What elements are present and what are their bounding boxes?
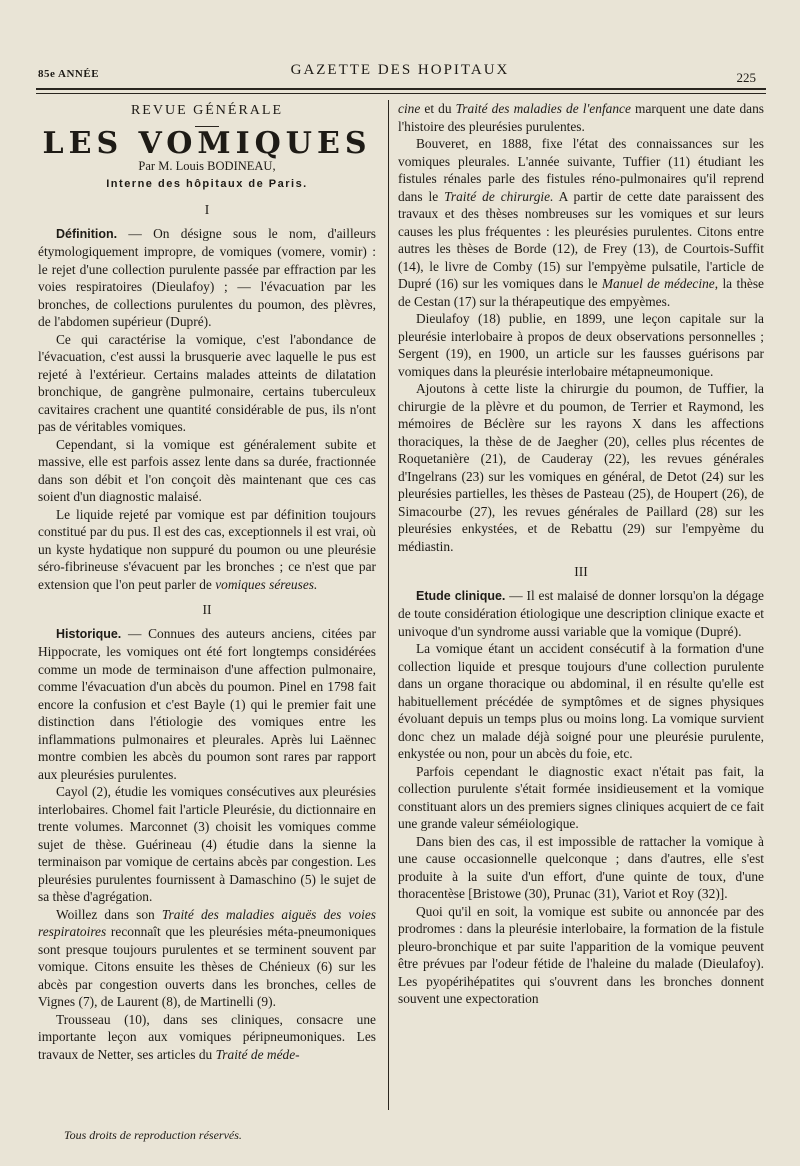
- paragraph: La vomique étant un accident consécutif à la formation d'une collection liquide et presque toujours d'une collection purulente dans un organe thoracique ou abdominal, il en résulte qu'elle est habituellement précédée de symptômes et de signes physiques évoluant depuis un temps plus ou moins long. La vomique survient donc chez un malade déjà soigné pour une pleurésie purulente, enkystée ou non, pour un abcès du foie, etc.: [398, 641, 764, 761]
- italic-text: Manuel de médecine: [601, 276, 715, 291]
- paragraph-text: et du: [420, 101, 456, 116]
- paragraph-text: — Il est malaisé de donner lorsqu'on la dégage de toute considération étiologique une description clinique exacte et univoque d'un syndrome aussi variable que la vomique (Dupré).: [398, 587, 765, 639]
- page-number: 225: [736, 70, 756, 85]
- section-number-3: III: [574, 564, 588, 579]
- paragraph-text: Woillez dans son: [56, 906, 162, 922]
- paragraph-text: Le liquide rejeté par vomique est par définition toujours constitué par du pus. Il est des cas, exceptionnels il est vrai, où un kyste hydatique non suppuré du poumon ou une pleurésie séro-fibrineuse s'évacuent par les bronches ; ce n'est que par extension que l'on peut parler de: [38, 506, 376, 592]
- paragraph-text: — On désigne sous le nom, d'ailleurs étymologiquement impropre, de vomiques (vomere, vomir) : le rejet d'une collection purulente passée par effraction par les voies respiratoires (Dieulafoy) ; — l'évacuation par les bronches, de collections purulentes du poumon, des plèvres, de l'abdomen supérieur (Dupré).: [38, 225, 376, 329]
- paragraph-text: , la thèse de Cestan (17) sur la thérapeutique des empyèmes.: [398, 276, 764, 309]
- column-divider: [388, 100, 389, 1110]
- run-in-heading: Etude clinique.: [416, 588, 506, 603]
- paragraph: Cependant, si la vomique est généralement subite et massive, elle est parfois assez lente dans sa durée, fractionnée dans son débit et l'on conçoit dès maintenant que ces cas soient d'un diagnostic malaisé.: [38, 436, 376, 504]
- section-label: REVUE GÉNÉRALE: [130, 103, 284, 118]
- author-byline: Par M. Louis BODINEAU,: [138, 159, 276, 173]
- left-column: [38, 100, 376, 1063]
- paragraph-text: Bouveret, en 1888, fixe l'état des connaissances sur les vomiques pleurales. L'année suivante, Tuffier (11) étudiant les fistules rénales parle des fistules réno-pulmonaires qu'il reprend dans le: [398, 136, 764, 204]
- paragraph: Ajoutons à cette liste la chirurgie du poumon, de Tuffier, la chirurgie de la plèvre et du poumon, de Terrier et Raymond, les mémoires de Béclère sur les rayons X dans les affections thoraciques, la thèse de de Jaegher (20), celles plus récentes de Roquetanière (21), de Cauderay (22), les revues générales d'Ingelrans (23) sur les vomiques en général, de Detot (24) sur les pleurésies partielles, les thèses de Pasteau (25), de Houpert (26), de Simacourbe (27), les revues générales de Paillard (28) sur les pleurésies enkystées, et de Rebattu (29) sur l'empyème du médiastin.: [398, 381, 764, 554]
- paragraph: [38, 225, 376, 331]
- paragraph: [398, 135, 764, 310]
- italic-text: vomiques séreuses.: [215, 576, 318, 592]
- paragraph: Cayol (2), étudie les vomiques consécutives aux pleurésies interlobaires. Chomel fait l'article Pleurésie, du dictionnaire en trente volumes. Marconnet (3) choisit les vomiques comme sujet de thèse. Guérineau (4) étudie dans la sienne la terminaison par vomique de certains abcès par congestion. Les pleurésies purulentes fournissent à Damaschino (5) le sujet de sa thèse d'agrégation.: [38, 784, 376, 904]
- paragraph-text: — Connues des auteurs anciens, citées par Hippocrate, les vomiques ont été fort longtemps considérées comme un mode de terminaison d'une affection pulmonaire, comme l'évacuation d'un abcès du poumon. Pinel en 1798 fait encore la confusion et c'est Bayle (1) qui le premier fait une distinction dans l'étiologie des vomiques entre les inflammations pulmonaires et pleurales. Après lui Laënnec montre combien les abcès du poumon sont rares par rapport aux pleurésies purulentes.: [38, 625, 376, 782]
- italic-text: Traité des maladies aiguës des voies respiratoires: [38, 906, 377, 939]
- italic-text: Traité des maladies de l'enfance: [455, 101, 631, 116]
- year-label: 85e ANNÉE: [38, 68, 100, 80]
- italic-text: cine: [398, 101, 421, 116]
- paragraph: [398, 587, 764, 641]
- article-title: LES VOMIQUES: [42, 125, 372, 161]
- paragraph: [38, 906, 376, 1011]
- paragraph: [398, 100, 764, 135]
- paragraph-text: Trousseau (10), dans ses cliniques, consacre une importante leçon aux vomiques péripneumoniques. Les travaux de Netter, ses articles du: [38, 1011, 376, 1062]
- paragraph-text: A partir de cette date paraissent des travaux et des thèses nombreuses sur les vomiques et sur leurs causes les plus fréquentes : les pleurésies purulentes. Citons entre autres les thèses de Borde (12), de Frey (13), de Courtois-Suffit (14), le livre de Comby (15) sur l'empyème pulsatile, l'article de Dupré (16) sur les vomiques dans le: [398, 188, 764, 291]
- paragraph: Dans bien des cas, il est impossible de rattacher la vomique à une cause occasionnelle quelconque ; dans d'autres, elle s'est produite à la suite d'un effort, d'une quinte de toux, d'une thoracentèse [Bristowe (30), Prunac (31), Variot et Roy (32)].: [398, 833, 764, 901]
- paragraph-text: marquent une date dans l'histoire des pleurésies purulentes.: [398, 101, 764, 134]
- header-rule-thick: [36, 88, 766, 90]
- paragraph-text: reconnaît que les pleurésies méta-pneumoniques sont presque toujours purulentes et se terminent souvent par vomique. Citons ensuite les thèses de Chénieux (6) sur les abcès par congestion ouverts dans les bronches, celles de Vignes (7), de Laurent (8), de Martinelli (9).: [38, 924, 376, 1009]
- section-number-1: I: [204, 202, 210, 217]
- paragraph: Quoi qu'il en soit, la vomique est subite ou annoncée par des prodromes : dans la pleurésie interlobaire, la formation de la fistule pleuro-bronchique et par suite l'apparition de la vomique peuvent être prévues par l'odeur fétide de l'haleine du malade (Dieulafoy). Les pyopérihépatites qui s'ouvrent dans les bronches donnent souvent une expectoration: [398, 903, 764, 1006]
- paragraph: [38, 625, 376, 784]
- paragraph: [38, 1011, 376, 1064]
- rights-notice: Tous droits de reproduction réservés.: [64, 1128, 242, 1142]
- paragraph: Parfois cependant le diagnostic exact n'était pas fait, la collection purulente s'était formée insidieusement et la vomique constituant alors un des premiers signes cliniques acquiert de ce fait une grande valeur séméiologique.: [398, 763, 764, 831]
- author-affiliation: Interne des hôpitaux de Paris.: [106, 177, 308, 190]
- header-rule-thin: [36, 93, 766, 94]
- run-in-heading: Définition.: [56, 226, 118, 241]
- italic-text: Traité de méde-: [215, 1046, 300, 1062]
- paragraph: [38, 506, 376, 594]
- running-header: [0, 58, 800, 88]
- paragraph: Ce qui caractérise la vomique, c'est l'abondance de l'évacuation, c'est aussi la brusquerie avec laquelle le pus est rejeté à l'extérieur. Certains malades atteints de dilatation bronchique, de gangrène pulmonaire, certains tuberculeux cavitaires crachent une quantité considérable de pus, ils n'ont pas de véritables vomiques.: [38, 331, 376, 434]
- paragraph: Dieulafoy (18) publie, en 1899, une leçon capitale sur la pleurésie interlobaire à propos de deux observations personnelles ; Sergent (19), en 1900, un article sur les fausses guérisons par vomiques dans la pleurésie interlobaire métapneumonique.: [398, 311, 764, 379]
- run-in-heading: Historique.: [56, 626, 122, 641]
- journal-title: GAZETTE DES HOPITAUX: [290, 62, 510, 78]
- right-column: [398, 100, 764, 1008]
- section-number-2: II: [202, 602, 212, 617]
- italic-text: Traité de chirurgie.: [444, 188, 554, 204]
